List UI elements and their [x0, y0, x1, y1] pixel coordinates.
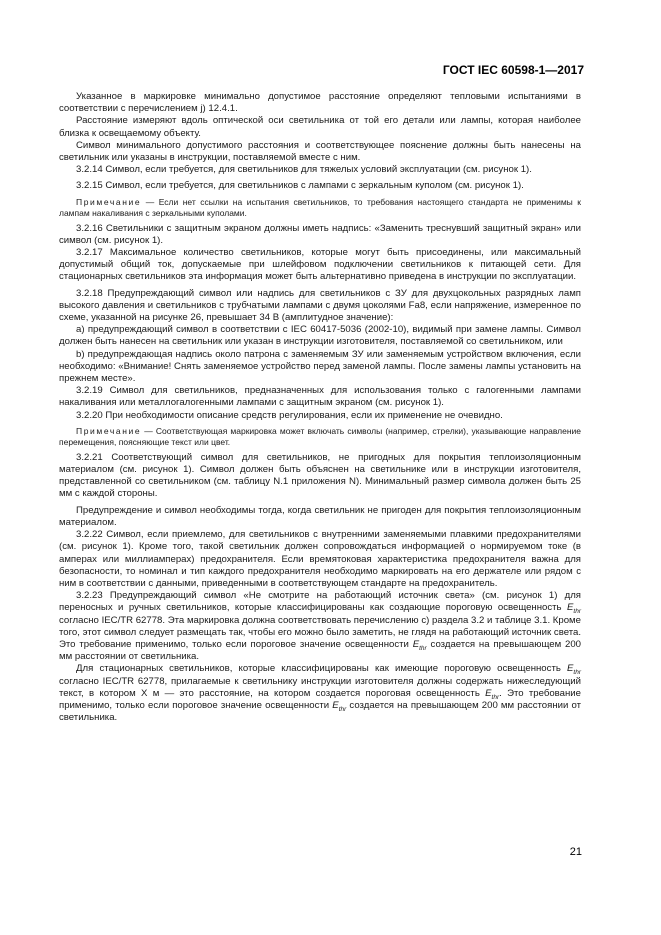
clause-3-2-21: 3.2.21 Соответствующий символ для светильников, не пригодных для покрытия теплоизоляционным материалом (см. рисунок 1). Символ должен быть объяснен на светильнике или в инструкции изготовителя, представленной со светильником (см. таблицу N.1 приложения N). Минимальный размер символа должен быть 25 мм с каждой стороны.	[59, 451, 581, 500]
document-header: ГОСТ IEC 60598-1—2017	[442, 63, 584, 77]
clause-3-2-17: 3.2.17 Максимальное количество светильников, которые могут быть присоединены, или максимальный допустимый общий ток, допускаемые при шлейфовом подключении светильников к питающей сети. Для стационарных светильников эта информация может быть альтернативно приведена в инструкции по эксплуатации.	[59, 247, 581, 283]
text-run: 3.2.23 Предупреждающий символ «Не смотрите на работающий источник света» (см. рисунок 1) для переносных и ручных светильников, которые классифицированы как создающие пороговую освещенность	[59, 590, 581, 614]
paragraph: Символ минимального допустимого расстояния и соответствующее пояснение должны быть нанесены на светильник или указаны в инструкции, поставляемой вместе с ним.	[59, 139, 581, 164]
clause-3-2-19: 3.2.19 Символ для светильников, предназначенных для использования только с галогенными лампами накаливания или металлогалогенными лампами с защитным экраном (см. рисунок 1).	[59, 385, 581, 409]
symbol-e-thr	[567, 663, 581, 677]
page-number: 21	[569, 846, 582, 858]
symbol-e-thr	[567, 602, 581, 616]
symbol-e: E	[412, 638, 420, 650]
symbol-subscript: thr	[338, 705, 347, 713]
list-item-b: b) предупреждающая надпись около патрона с заменяемым ЗУ или заменяемым устройством включения, если необходимо: «Внимание! Снять заменяемое устройство перед заменой лампы. После замены лампы установить на прежнем месте».	[59, 348, 581, 385]
symbol-e-thr	[413, 639, 427, 650]
symbol-e: E	[485, 687, 492, 699]
text-run: создается на превышающем 200 мм расстоянии от светильника.	[59, 638, 582, 663]
clause-3-2-16: 3.2.16 Светильники с защитным экраном должны иметь надпись: «Заменить треснувший защитный экран» или символ (см. рисунок 1).	[59, 222, 581, 246]
clause-3-2-15: 3.2.15 Символ, если требуется, для светильников с лампами с зеркальным куполом (см. рисунок 1).	[76, 180, 524, 192]
symbol-subscript: thr	[491, 693, 500, 701]
clause-3-2-18: 3.2.18 Предупреждающий символ или надпись для светильников с ЗУ для двухцокольных разрядных ламп высокого давления и светильников с трубчатыми лампами с двумя цоколями Fa8, если напряжение, измеренное по схеме, указанной на рисунке 26, превышает 34 В (амплитудное значение):	[59, 287, 581, 324]
list-item-a: а) предупреждающий символ в соответствии с IEC 60417-5036 (2002-10), видимый при замене лампы. Символ должен быть нанесен на светильник или указан в инструкции изготовителя, поставляемой со светильником, или	[59, 324, 581, 348]
note-label: Примечание	[76, 425, 142, 436]
note-text: — Соответствующая маркировка может включать символы (например, стрелки), указывающие направление перемещения, поясняющие текст или цвет.	[59, 425, 581, 447]
text-run: согласно IEC/TR 62778. Эта маркировка должна соответствовать перечислению с) раздела 3.2 и таблице 3.1. Кроме того, этот символ следует размещать так, чтобы его можно было заметить, не глядя на работающий источник света. Это требование применимо, только если пороговое значение освещенности	[59, 614, 581, 650]
symbol-subscript: thr	[419, 644, 427, 652]
clause-3-2-20: 3.2.20 При необходимости описание средств регулирования, если их применение не очевидно.	[76, 409, 503, 421]
page-body	[59, 91, 581, 724]
paragraph-stationary	[59, 663, 581, 724]
symbol-e-thr	[485, 688, 499, 699]
clause-3-2-22: 3.2.22 Символ, если приемлемо, для светильников с внутренними заменяемыми плавкими предохранителями (см. рисунок 1). Кроме того, такой светильник должен сопровождаться информацией о нормируемом токе (в амперах или миллиамперах) предохранителя. Если времятоковая характеристика предохранителя важна для безопасности, то номинал и тип каждого предохранителя необходимо маркировать на его держателе или рядом с ним в соответствии с данными, приведенными в соответствующем стандарте на предохранитель.	[59, 529, 581, 589]
clause-3-2-23	[59, 590, 581, 663]
note-label: Примечание	[76, 196, 142, 207]
paragraph: Расстояние измеряют вдоль оптической оси светильника от той его детали или лампы, которая наиболее близка к освещаемому объекту.	[59, 115, 581, 139]
text-run: . Это требование применимо, только если пороговое значение освещенности	[59, 687, 581, 711]
paragraph-warning: Предупреждение и символ необходимы тогда, когда светильник не пригоден для покрытия теплоизоляционным материалом.	[59, 504, 581, 528]
note-2	[59, 426, 581, 448]
symbol-e: E	[567, 602, 574, 614]
symbol-subscript: thr	[573, 669, 581, 677]
text-run: согласно IEC/TR 62778, прилагаемые к светильнику инструкции изготовителя должны содержать нижеследующий текст, в котором Х м — это расстояние, на котором создается пороговая освещенность	[59, 675, 581, 699]
text-run: создается на превышающем 200 мм расстоянии от светильника.	[59, 699, 582, 724]
symbol-subscript: thr	[573, 608, 581, 616]
note-text: — Если нет ссылки на испытания светильников, то требования настоящего стандарта не применимы к лампам накаливания с зеркальными куполами.	[59, 196, 581, 218]
symbol-e: E	[332, 699, 339, 711]
symbol-e-thr	[332, 700, 346, 711]
clause-3-2-14: 3.2.14 Символ, если требуется, для светильников для тяжелых условий эксплуатации (см. рисунок 1).	[76, 164, 532, 176]
note-1	[59, 197, 581, 219]
paragraph: Указанное в маркировке минимально допустимое расстояние определяют тепловыми испытаниями в соответствии с перечислением j) 12.4.1.	[59, 91, 581, 115]
text-run: Для стационарных светильников, которые классифицированы как имеющие пороговую освещенность	[76, 663, 567, 675]
symbol-e: E	[567, 663, 574, 675]
